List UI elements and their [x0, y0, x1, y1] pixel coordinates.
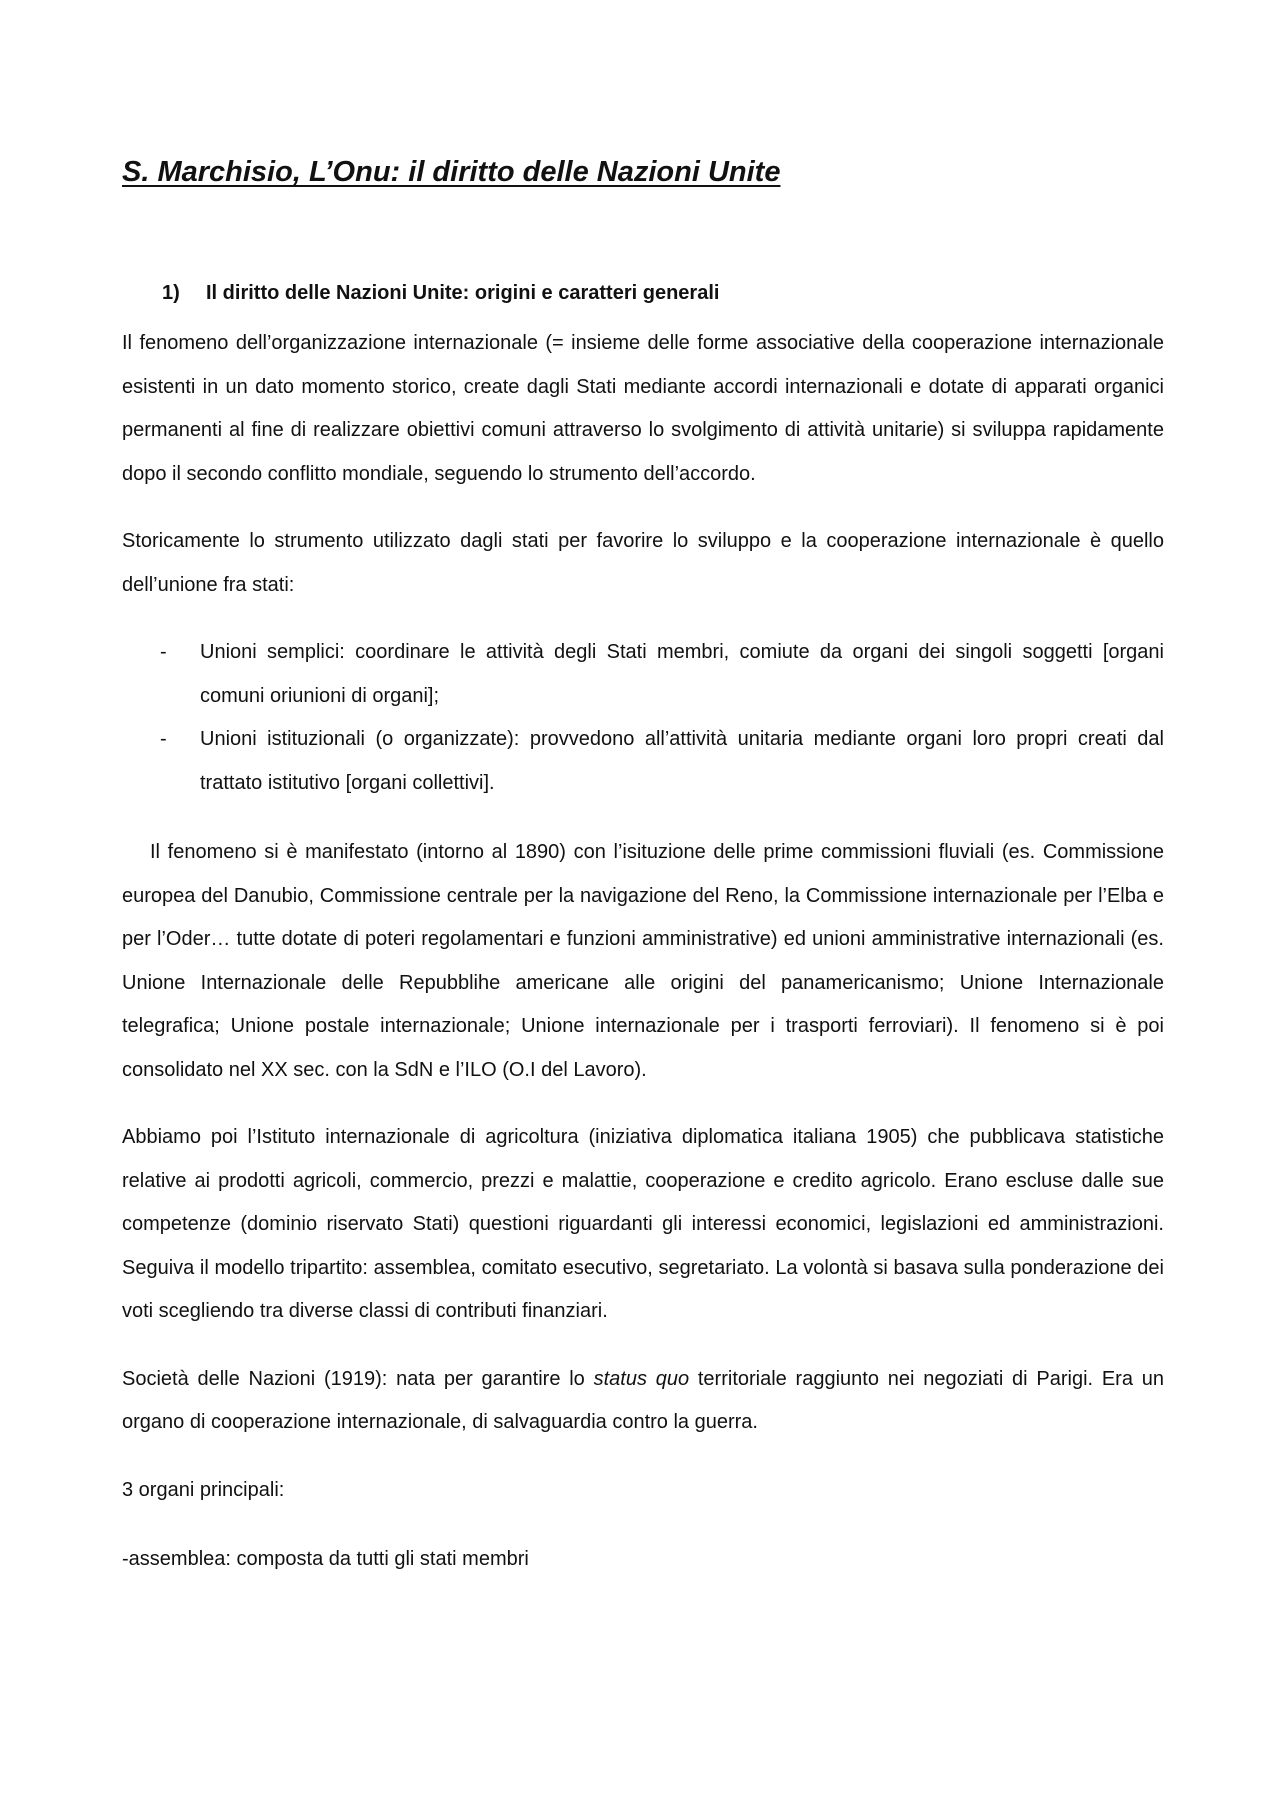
list-item — [122, 631, 1164, 718]
status-quo-italic: status quo — [593, 1367, 690, 1390]
section-number: 1) — [162, 282, 180, 304]
paragraph-istituto-agricoltura: Abbiamo poi l’Istituto internazionale di agricoltura (iniziativa diplomatica italiana 1905) che pubblicava statistiche relative ai prodotti agricoli, commercio, prezzi e malattie, cooperazione e credito agricolo. Erano escluse dalle sue competenze (dominio riservato Stati) questioni riguardanti gli interessi economici, legislazioni ed amministrazioni. Seguiva il modello tripartito: assemblea, comitato esecutivo, segretariato. La volontà si basava sulla ponderazione dei voti scegliendo tra diverse classi di contributi finanziari. — [122, 1126, 1164, 1322]
paragraph-organi-principali: 3 organi principali: — [122, 1478, 285, 1501]
list-item-text: Unioni semplici: coordinare le attività degli Stati membri, comiute da organi dei singoli soggetti [organi comuni oriunioni di organi]; — [200, 641, 1164, 707]
list-dash: - — [160, 728, 167, 750]
list-dash: - — [160, 641, 167, 663]
list-item — [122, 718, 1164, 805]
paragraph-societa-nazioni — [122, 1358, 1164, 1445]
paragraph-unione-stati: Storicamente lo strumento utilizzato dagli stati per favorire lo sviluppo e la cooperazione internazionale è quello dell’unione fra stati: — [122, 530, 1164, 596]
unioni-list — [122, 631, 1164, 805]
sdn-text-before: Società delle Nazioni (1919): nata per garantire lo — [122, 1367, 594, 1390]
sdn-text-after: territoriale raggiunto nei negoziati di Parigi. Era un organo di cooperazione internazionale, di salvaguardia contro la guerra. — [122, 1367, 1164, 1433]
document-title: S. Marchisio, L’Onu: il diritto delle Nazioni Unite — [122, 156, 781, 188]
paragraph-organizzazione: Il fenomeno dell’organizzazione internazionale (= insieme delle forme associative della cooperazione internazionale esistenti in un dato momento storico, create dagli Stati mediante accordi internazionali e dotate di apparati organici permanenti al fine di realizzare obiettivi comuni attraverso lo svolgimento di attività unitarie) si sviluppa rapidamente dopo il secondo conflitto mondiale, seguendo lo strumento dell’accordo. — [122, 332, 1164, 485]
paragraph-assemblea: -assemblea: composta da tutti gli stati membri — [122, 1548, 529, 1570]
paragraph-commissioni: Il fenomeno si è manifestato (intorno al 1890) con l’isituzione delle prime commissioni fluviali (es. Commissione europea del Danubio, Commissione centrale per la navigazione del Reno, la Commissione internazionale per l’Elba e per l’Oder… tutte dotate di poteri regolamentari e funzioni amministrative) ed unioni amministrative internazionali (es. Unione Internazionale delle Repubblihe americane alle origini del panamericanismo; Unione Internazionale telegrafica; Unione postale internazionale; Unione internazionale per i trasporti ferroviari). Il fenomeno si è poi consolidato nel XX sec. con la SdN e l’ILO (O.I del Lavoro). — [122, 841, 1164, 1081]
list-item-text: Unioni istituzionali (o organizzate): provvedono all’attività unitaria mediante organi loro propri creati dal trattato istitutivo [organi collettivi]. — [200, 728, 1164, 794]
section-heading — [162, 278, 1164, 308]
section-heading-text: Il diritto delle Nazioni Unite: origini e caratteri generali — [206, 282, 720, 304]
